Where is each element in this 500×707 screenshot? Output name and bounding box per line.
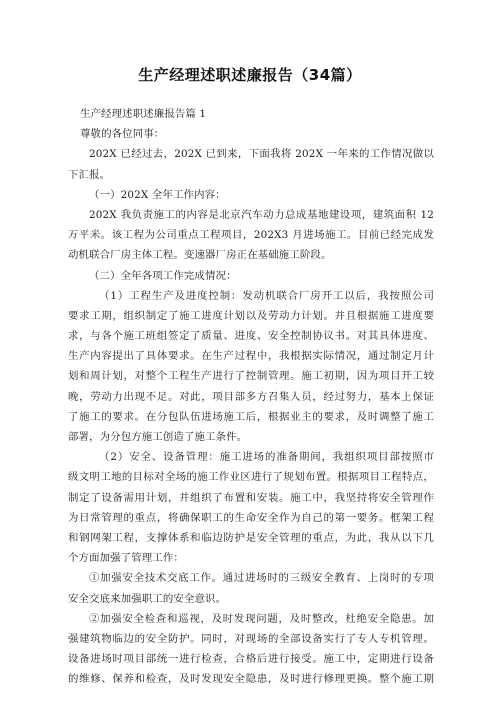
- text-line: 要求工期，组织制定了施工进度计划以及劳动力计划。并且根据施工进度要: [68, 309, 434, 322]
- text-line: 求，与各个施工班组签定了质量、进度、安全控制协议书。对其具体进度、: [68, 330, 434, 343]
- text-line: 和钢网架工程，支撑体系和临边防护是安全管理的重点，为此，我从以下几: [68, 531, 434, 544]
- text-line: 划和周计划，对整个工程生产进行了控制管理。施工初期，因为项目开工较: [68, 370, 434, 383]
- text-line: 制定了设备需用计划，并组织了布置和安装。施工中，我坚持将安全管理作: [68, 491, 434, 504]
- text-line: 动机联合厂房主体工程。变速器厂房正在基础施工阶段。: [68, 249, 332, 262]
- text-line: 万平米。该工程为公司重点工程项目，202X3 月进场施工。目前已经完成发: [68, 229, 434, 242]
- text-line: （2）安全、设备管理：施工进场的准备期间，我组织项目部按照市: [99, 451, 434, 464]
- text-line: 的维修、保养和检查，及时发现安全隐患，及时进行修理更换。整个施工期: [68, 673, 434, 686]
- text-line: 202X 已经过去，202X 已到来，下面我将 202X 一年来的工作情况做以: [89, 148, 434, 161]
- text-line: 个方面加强了管理工作：: [68, 552, 184, 565]
- text-line: 生产经理述职述廉报告篇 1: [80, 108, 207, 120]
- text-line: ①加强安全技术交底工作。通过进场时的三级安全教育、上岗时的专项: [89, 572, 434, 585]
- text-line: 级文明工地的目标对全场的施工作业区进行了规划布置。根据项目工程特点，: [68, 471, 434, 484]
- text-line: ②加强安全检查和巡视，及时发现问题，及时整改，杜绝安全隐患。加: [89, 612, 434, 625]
- text-line: 部署，为分包方施工创造了施工条件。: [68, 431, 248, 443]
- text-line: 生产内容提出了具体要求。在生产过程中，我根据实际情况，通过制定月计: [68, 350, 434, 363]
- text-line: （1）工程生产及进度控制：发动机联合厂房开工以后，我按照公司: [99, 289, 434, 302]
- document-title: 生产经理述职述廉报告（34篇）: [138, 66, 362, 84]
- text-line: （二）全年各项工作完成情况：: [89, 269, 237, 282]
- text-line: 安全交底来加强职工的安全意识。: [68, 592, 227, 605]
- text-line: 设备进场时项目部统一进行检查，合格后进行接受。施工中，定期进行设备: [68, 653, 434, 666]
- text-line: 202X 我负责施工的内容是北京汽车动力总成基地建设项，建筑面积 12: [89, 208, 434, 221]
- text-line: （一）202X 全年工作内容：: [89, 188, 226, 201]
- text-line: 尊敬的各位同事：: [80, 128, 165, 141]
- text-line: 强建筑物临边的安全防护。同时，对现场的全部设备实行了专人专机管理。: [68, 632, 434, 645]
- text-line: 下汇报。: [68, 168, 111, 181]
- text-line: 了施工的要求。在分包队伍进场施工后，根据业主的要求，及时调整了施工: [68, 410, 434, 423]
- document-body: [68, 104, 434, 689]
- text-line: 晚，劳动力出现不足。对此，项目部多方召集人员，经过努力，基本上保证: [68, 390, 434, 403]
- text-line: 为日常管理的重点，将确保职工的生命安全作为自己的第一要务。框架工程: [68, 511, 434, 524]
